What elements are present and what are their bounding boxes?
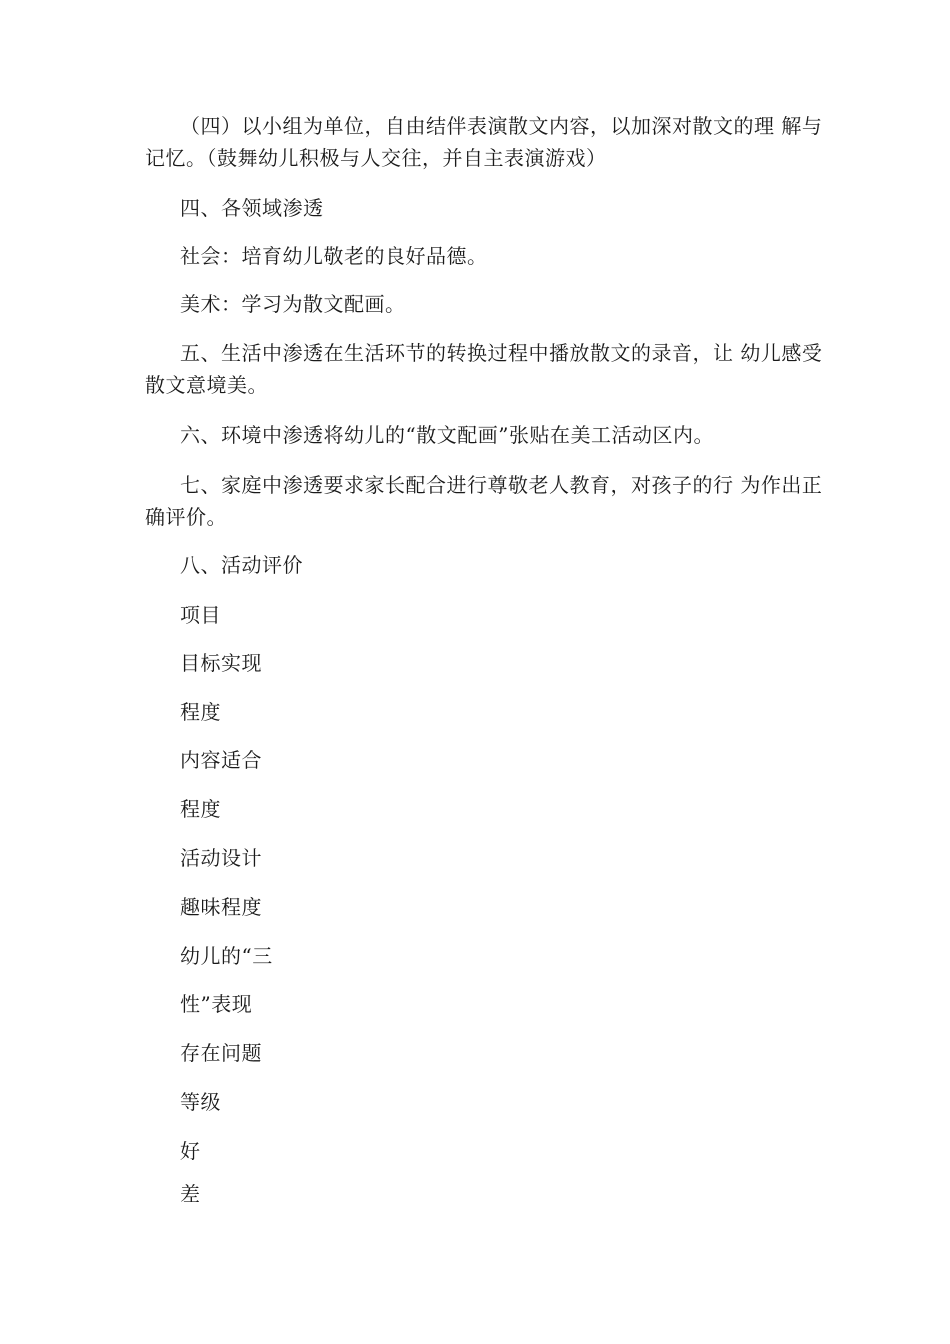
evaluation-item: 性”表现: [180, 992, 253, 1016]
evaluation-item: 程度: [180, 700, 221, 724]
evaluation-item: 项目: [180, 603, 221, 627]
paragraph-social: 社会：培育幼儿敬老的良好品德。: [180, 244, 488, 268]
paragraph-art: 美术：学习为散文配画。: [180, 292, 406, 316]
evaluation-item: 好: [180, 1139, 201, 1163]
evaluation-item: 存在问题: [180, 1041, 262, 1065]
evaluation-item: 幼儿的“三: [180, 944, 273, 968]
evaluation-item: 趣味程度: [180, 895, 262, 919]
heading-domain-integration: 四、各领域渗透: [180, 196, 324, 220]
evaluation-item: 内容适合: [180, 748, 262, 772]
heading-activity-evaluation: 八、活动评价: [180, 553, 303, 577]
evaluation-item: 目标实现: [180, 651, 262, 675]
paragraph-family: 七、家庭中渗透要求家长配合进行尊敬老人教育，对孩子的行 为作出正确评价。: [145, 473, 823, 529]
evaluation-item: 差: [180, 1182, 201, 1206]
evaluation-item: 活动设计: [180, 846, 262, 870]
paragraph-daily-life: 五、生活中渗透在生活环节的转换过程中播放散文的录音，让 幼儿感受散文意境美。: [145, 341, 823, 397]
paragraph-environment: 六、环境中渗透将幼儿的“散文配画”张贴在美工活动区内。: [180, 423, 714, 447]
evaluation-item: 程度: [180, 797, 221, 821]
paragraph-group-performance: （四）以小组为单位，自由结伴表演散文内容，以加深对散文的理 解与记忆。（鼓舞幼儿积极与人交往，并自主表演游戏）: [145, 114, 823, 170]
evaluation-item: 等级: [180, 1090, 221, 1114]
